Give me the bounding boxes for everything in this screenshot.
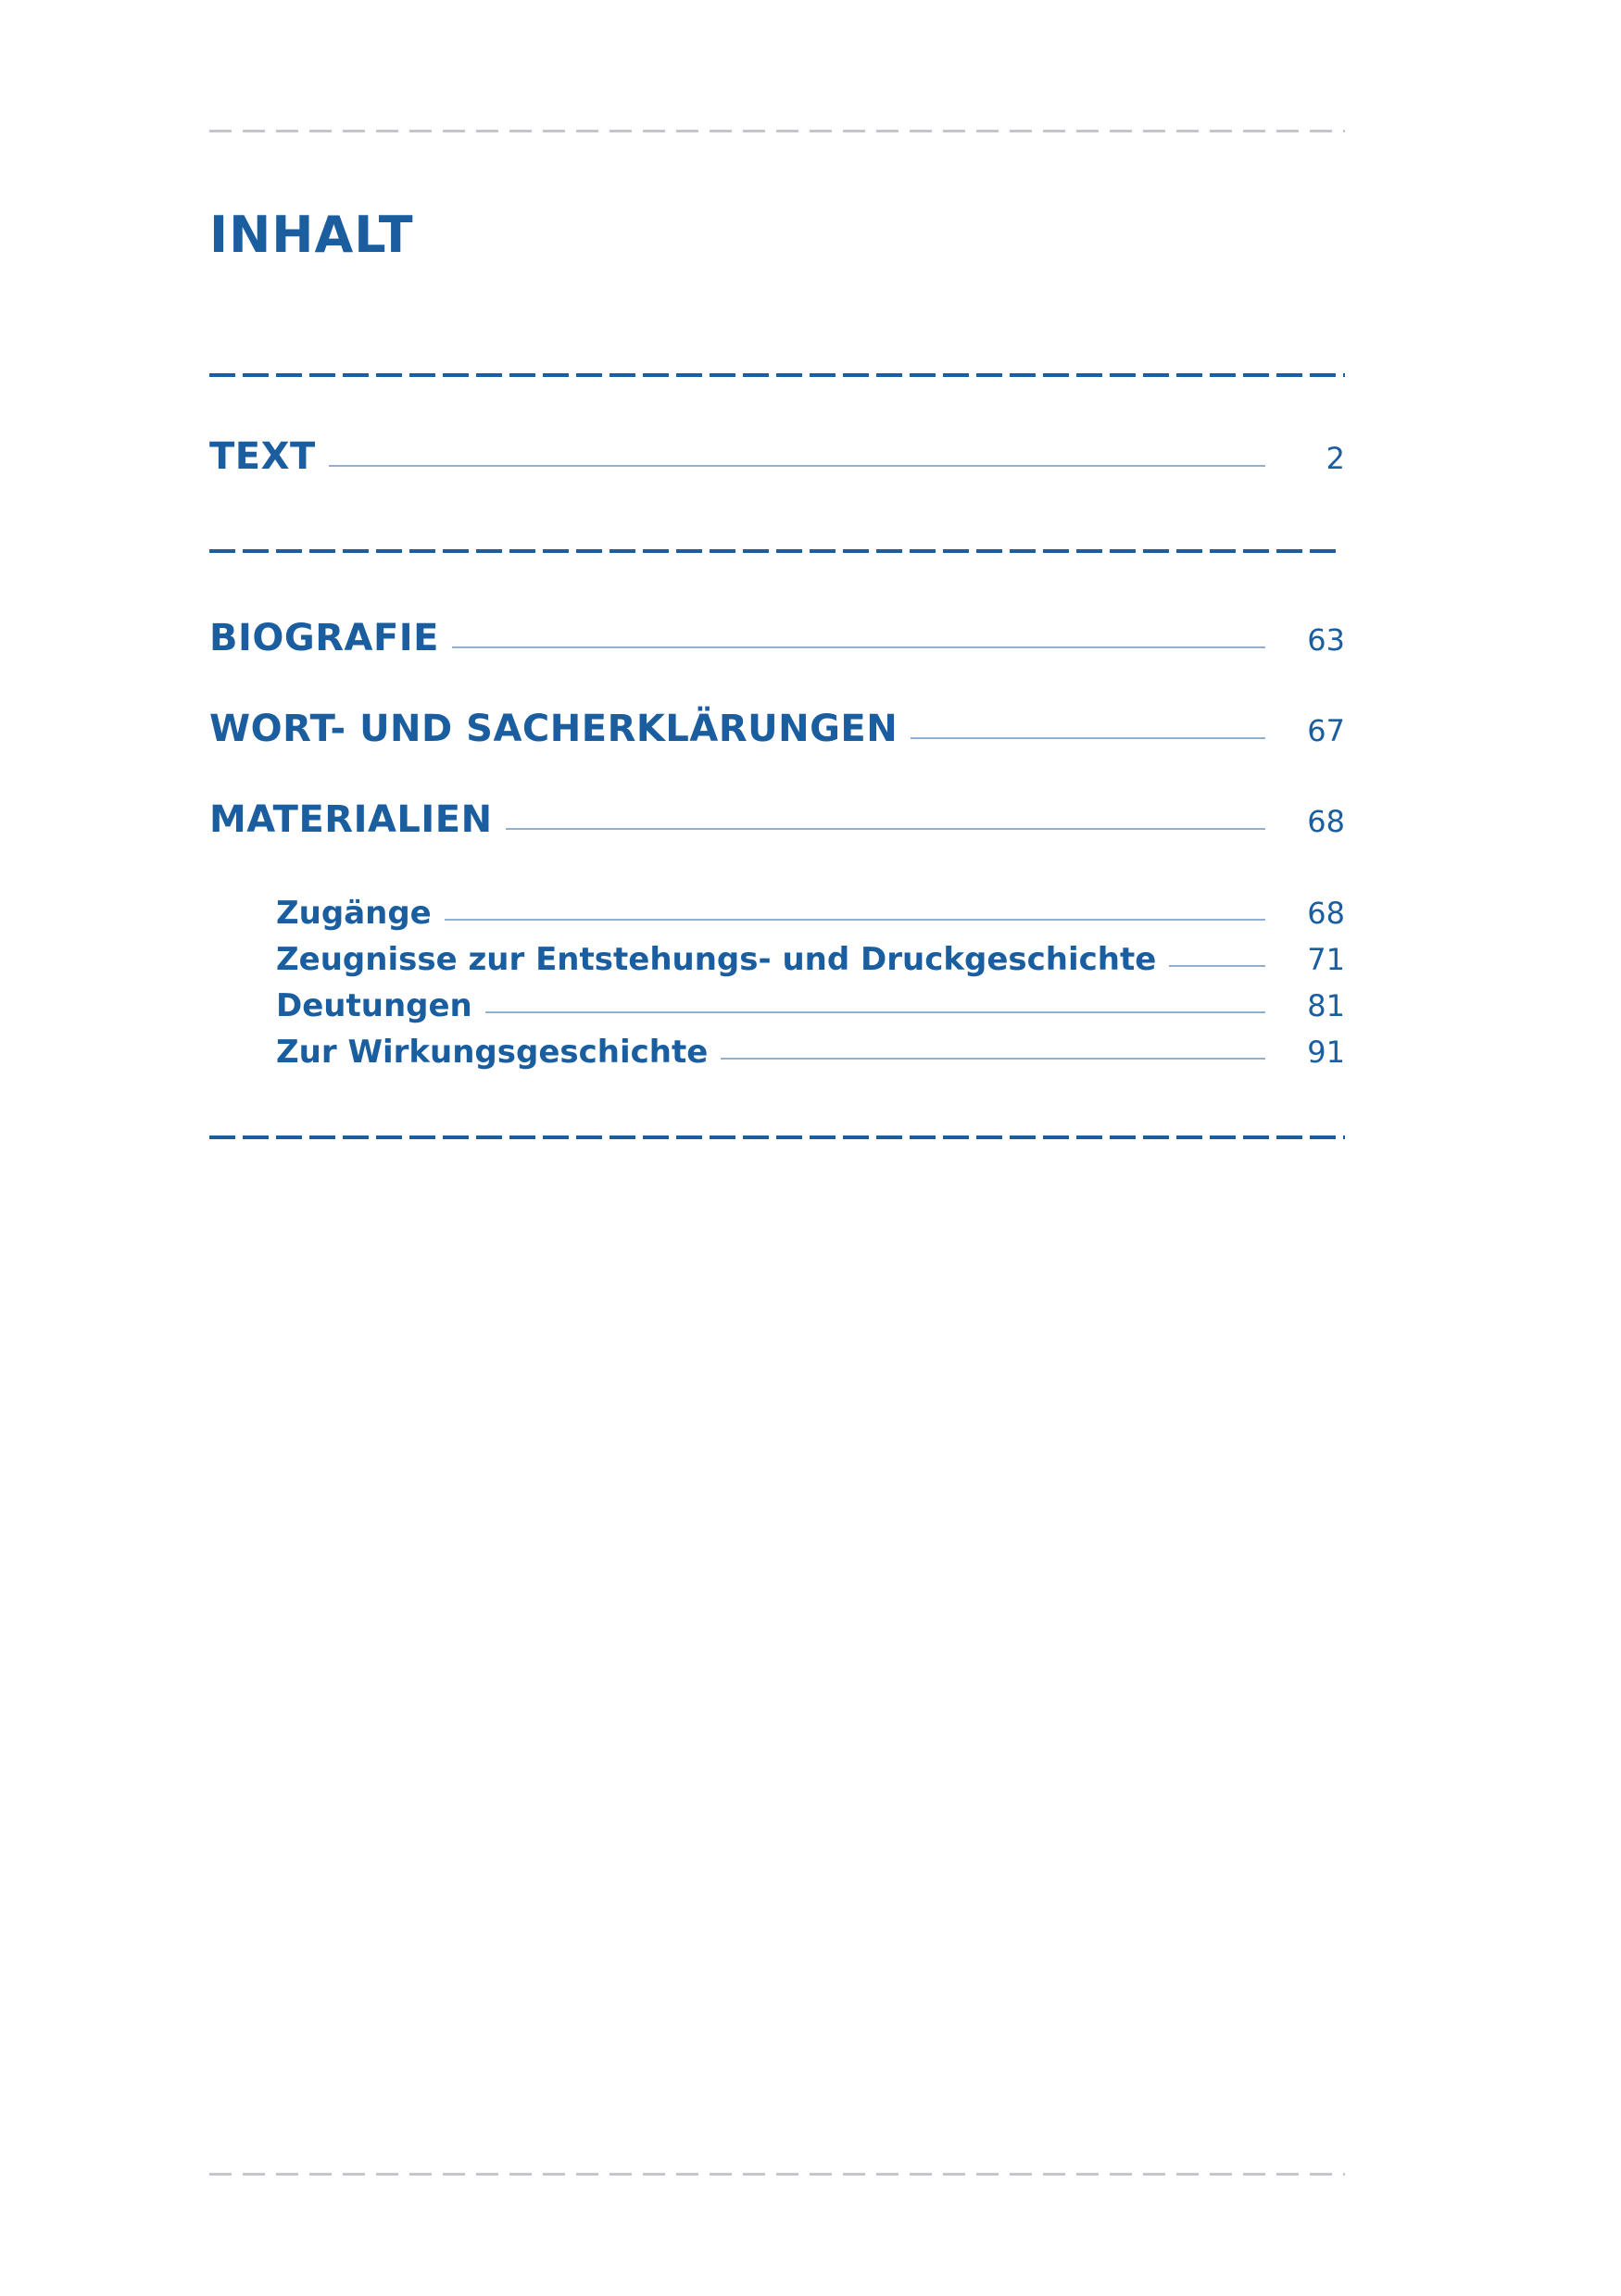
toc-entry-biografie[interactable] <box>209 617 1345 659</box>
toc-entry-materialien[interactable] <box>209 798 1345 841</box>
toc-page-number: 2 <box>1326 441 1345 476</box>
toc-page-number: 68 <box>1307 896 1345 931</box>
toc-page-number: 63 <box>1307 622 1345 658</box>
toc-leader-line <box>485 1011 1265 1013</box>
toc-page-number: 68 <box>1307 804 1345 839</box>
toc-leader-line <box>721 1058 1265 1060</box>
toc-page-number: 71 <box>1307 942 1345 977</box>
toc-subentry-label: Zeugnisse zur Entstehungs- und Druckgeschichte <box>276 941 1157 978</box>
toc-entry-label: MATERIALIEN <box>209 798 493 841</box>
toc-leader-line <box>1169 965 1265 967</box>
toc-leader-line <box>506 828 1265 830</box>
section-divider-2 <box>209 549 1339 553</box>
toc-entry-label: BIOGRAFIE <box>209 617 439 659</box>
toc-entry-text[interactable] <box>209 435 1345 478</box>
toc-leader-line <box>911 737 1265 739</box>
toc-entry-wort-und-sacherklaerungen[interactable] <box>209 708 1345 750</box>
toc-leader-line <box>329 465 1265 467</box>
toc-entry-label: WORT- UND SACHERKLÄRUNGEN <box>209 708 898 750</box>
toc-leader-line <box>445 919 1265 921</box>
toc-page-number: 91 <box>1307 1035 1345 1070</box>
toc-subentry-label: Deutungen <box>276 987 472 1024</box>
toc-subentry-zeugnisse[interactable] <box>276 941 1345 978</box>
toc-subentry-wirkungsgeschichte[interactable] <box>276 1034 1345 1071</box>
toc-subentry-deutungen[interactable] <box>276 987 1345 1024</box>
toc-subentry-zugaenge[interactable] <box>276 895 1345 932</box>
top-divider <box>209 130 1345 132</box>
toc-leader-line <box>452 646 1265 648</box>
section-divider-1 <box>209 373 1345 377</box>
toc-page-number: 67 <box>1307 713 1345 748</box>
page-title: INHALT <box>209 206 414 264</box>
toc-entry-label: TEXT <box>209 435 316 478</box>
toc-page-number: 81 <box>1307 988 1345 1023</box>
toc-subentry-label: Zugänge <box>276 895 432 932</box>
toc-subentry-label: Zur Wirkungsgeschichte <box>276 1034 709 1071</box>
bottom-divider <box>209 2173 1345 2176</box>
section-divider-3 <box>209 1135 1345 1139</box>
